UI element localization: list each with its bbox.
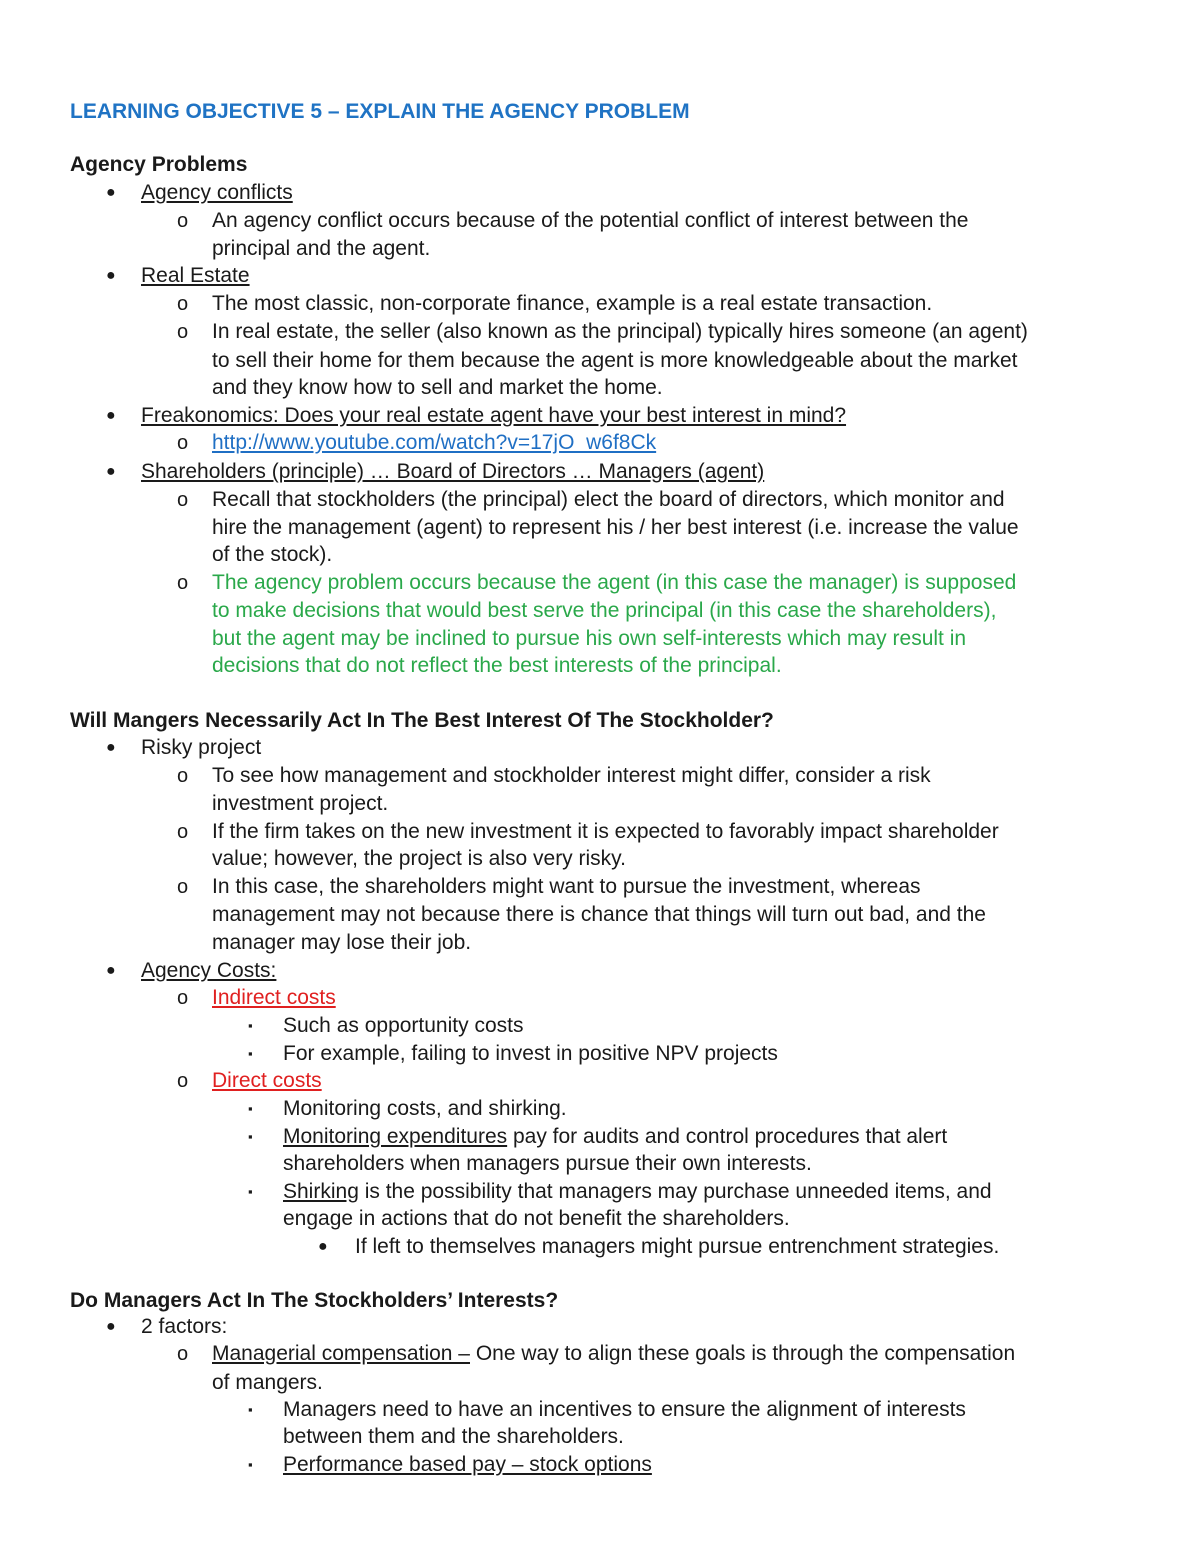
text-line: The most classic, non-corporate finance, example is a real estate transaction. [212, 292, 933, 315]
text-line: and they know how to sell and market the home. [212, 376, 663, 399]
text-line [212, 1342, 1015, 1366]
bullet-icon: ▪ [248, 1101, 253, 1116]
bullet-icon: ▪ [248, 1457, 253, 1472]
bullet-icon: o [177, 572, 189, 594]
bullet-icon: o [177, 489, 189, 511]
bullet-icon: ● [106, 1318, 116, 1335]
text-line: engage in actions that do not benefit the shareholders. [283, 1207, 790, 1230]
text-line: value; however, the project is also very risky. [212, 847, 626, 870]
bullet-icon: o [177, 1070, 189, 1092]
text-line: If left to themselves managers might pursue entrenchment strategies. [355, 1235, 1000, 1258]
text-line: principal and the agent. [212, 237, 431, 260]
bullet-icon: ▪ [248, 1402, 253, 1417]
bullet-icon: o [177, 321, 189, 343]
page-title: LEARNING OBJECTIVE 5 – EXPLAIN THE AGENCY PROBLEM [70, 100, 690, 123]
text-span: One way to align these goals is through the compensation [470, 1342, 1016, 1365]
bullet-icon: ● [106, 267, 116, 284]
text-span: pay for audits and control procedures that alert [507, 1125, 948, 1148]
bullet-icon: ● [106, 407, 116, 424]
text-line: hire the management (agent) to represent his / her best interest (i.e. increase the value [212, 516, 1019, 539]
text-line: of the stock). [212, 543, 333, 566]
list-item-indirect-costs: Indirect costs [212, 986, 336, 1009]
bullet-icon: ● [106, 739, 116, 756]
list-item-agency-costs: Agency Costs: [141, 959, 277, 982]
term-managerial-compensation: Managerial compensation – [212, 1342, 470, 1365]
bullet-icon: o [177, 765, 189, 787]
term-shirking: Shirking [283, 1180, 359, 1203]
text-line: to sell their home for them because the agent is more knowledgeable about the market [212, 349, 1018, 372]
bullet-icon: o [177, 1343, 189, 1365]
text-line: In real estate, the seller (also known as the principal) typically hires someone (an agent) [212, 320, 1028, 343]
highlight-text-line: The agency problem occurs because the agent (in this case the manager) is supposed [212, 571, 1017, 594]
text-line: An agency conflict occurs because of the potential conflict of interest between the [212, 209, 969, 232]
bullet-icon: ▪ [248, 1046, 253, 1061]
bullet-icon: o [177, 210, 189, 232]
bullet-icon: o [177, 293, 189, 315]
list-item-direct-costs: Direct costs [212, 1069, 322, 1092]
text-line: Recall that stockholders (the principal) elect the board of directors, which monitor and [212, 488, 1005, 511]
text-line [283, 1125, 947, 1149]
text-line: To see how management and stockholder interest might differ, consider a risk [212, 764, 931, 787]
text-span: between them and the shareholders. [283, 1425, 624, 1448]
bullet-icon: o [177, 987, 189, 1009]
highlight-text-line: to make decisions that would best serve the principal (in this case the shareholders), [212, 599, 997, 622]
bullet-icon: ● [106, 463, 116, 480]
list-item-risky-project: Risky project [141, 736, 262, 759]
list-item-performance-pay: Performance based pay – stock options [283, 1453, 652, 1476]
text-line: Monitoring costs, and shirking. [283, 1097, 567, 1120]
bullet-icon: o [177, 876, 189, 898]
text-line: If the firm takes on the new investment it is expected to favorably impact shareholder [212, 820, 999, 843]
bullet-icon: ▪ [248, 1018, 253, 1033]
text-line [283, 1425, 624, 1449]
text-line: investment project. [212, 792, 389, 815]
bullet-icon: ▪ [248, 1129, 253, 1144]
text-line: Managers need to have an incentives to ensure the alignment of interests [283, 1398, 966, 1421]
list-item-shareholders: Shareholders (principle) … Board of Directors … Managers (agent) [141, 460, 765, 483]
highlight-text-line: but the agent may be inclined to pursue his own self-interests which may result in [212, 627, 967, 650]
text-line: manager may lose their job. [212, 931, 472, 954]
list-item-agency-conflicts: Agency conflicts [141, 181, 293, 204]
bullet-icon: ▪ [248, 1184, 253, 1199]
bullet-icon: ● [106, 962, 116, 979]
list-item-freakonomics: Freakonomics: Does your real estate agent have your best interest in mind? [141, 404, 847, 427]
term-monitoring-expenditures: Monitoring expenditures [283, 1125, 508, 1148]
text-line: shareholders when managers pursue their own interests. [283, 1152, 812, 1175]
text-line: of mangers. [212, 1371, 323, 1394]
highlight-text-line: decisions that do not reflect the best interests of the principal. [212, 654, 782, 677]
text-span: is the possibility that managers may purchase unneeded items, and [358, 1180, 992, 1203]
bullet-icon: o [177, 821, 189, 843]
text-line: Such as opportunity costs [283, 1014, 524, 1037]
bullet-icon: ● [106, 184, 116, 201]
text-line: management may not because there is chance that things will turn out bad, and the [212, 903, 986, 926]
text-line [283, 1180, 992, 1204]
list-item-two-factors: 2 factors: [141, 1315, 228, 1338]
section-heading-agency-problems: Agency Problems [70, 153, 248, 176]
bullet-icon: ● [318, 1238, 328, 1255]
youtube-link[interactable]: http://www.youtube.com/watch?v=17jO_w6f8Ck [212, 431, 657, 454]
section-heading-best-interest: Will Mangers Necessarily Act In The Best Interest Of The Stockholder? [70, 709, 774, 732]
bullet-icon: o [177, 432, 189, 454]
text-line: For example, failing to invest in positive NPV projects [283, 1042, 778, 1065]
section-heading-stockholders-interests: Do Managers Act In The Stockholders’ Interests? [70, 1289, 559, 1312]
list-item-real-estate: Real Estate [141, 264, 250, 287]
text-line: In this case, the shareholders might want to pursue the investment, whereas [212, 875, 921, 898]
